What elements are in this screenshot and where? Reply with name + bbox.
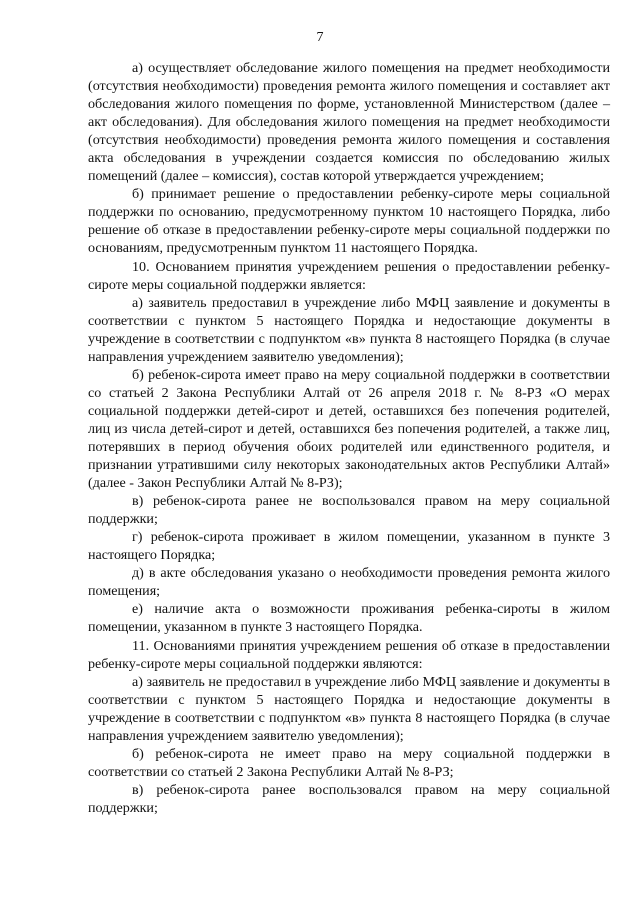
paragraph-9a: а) осуществляет обследование жилого помещения на предмет необходимости (отсутствия необходимости) проведения ремонта жилого помещения и составляет акт обследования жилого помещения по форме, установленной Министерством (далее – акт обследования). Для обследования жилого помещения на предмет необходимости (отсутствия необходимости) проведения ремонта жилого помещения и составления акта обследования в учреждении создается комиссия по обследованию жилых помещений (далее – комиссия), состав которой утверждается учреждением; <box>88 60 610 185</box>
paragraph-10-heading: 10. Основанием принятия учреждением решения о предоставлении ребенку-сироте меры социальной поддержки является: <box>88 258 610 293</box>
paragraph-11b: б) ребенок-сирота не имеет право на меру социальной поддержки в соответствии со статьей 2 Закона Республики Алтай № 8-РЗ; <box>88 745 610 780</box>
paragraph-9b: б) принимает решение о предоставлении ребенку-сироте меры социальной поддержки по основанию, предусмотренному пунктом 10 настоящего Порядка, либо решение об отказе в предоставлении ребенку-сироте меры социальной поддержки по основаниям, предусмотренным пунктом 11 настоящего Порядка. <box>88 186 610 257</box>
paragraph-11v: в) ребенок-сирота ранее воспользовался правом на меру социальной поддержки; <box>88 781 610 816</box>
paragraph-11a: а) заявитель не предоставил в учреждение либо МФЦ заявление и документы в соответствии с пунктом 5 настоящего Порядка и недостающие документы в учреждение в соответствии с подпунктом «в» пункта 8 настоящего Порядка (в случае направления учреждением заявителю уведомления); <box>88 673 610 744</box>
paragraph-10e: е) наличие акта о возможности проживания ребенка-сироты в жилом помещении, указанном в пункте 3 настоящего Порядка. <box>88 601 610 636</box>
document-body <box>88 59 610 817</box>
paragraph-10g: г) ребенок-сирота проживает в жилом помещении, указанном в пункте 3 настоящего Порядка; <box>88 529 610 564</box>
paragraph-10v: в) ребенок-сирота ранее не воспользовался правом на меру социальной поддержки; <box>88 493 610 528</box>
paragraph-10a: а) заявитель предоставил в учреждение либо МФЦ заявление и документы в соответствии с пунктом 5 настоящего Порядка и недостающие документы в учреждение в соответствии с подпунктом «в» пункта 8 настоящего Порядка (в случае направления учреждением заявителю уведомления); <box>88 294 610 365</box>
paragraph-10b: б) ребенок-сирота имеет право на меру социальной поддержки в соответствии со статьей 2 Закона Республики Алтай от 26 апреля 2018 г. № 8-РЗ «О мерах социальной поддержки детей-сирот и детей, оставшихся без попечения родителей, лиц из числа детей-сирот и детей, оставшихся без попечения родителей, а также лиц, потерявших в период обучения обоих родителей или единственного родителя, и признании утратившими силу некоторых законодательных актов Республики Алтай» (далее - Закон Республики Алтай № 8-РЗ); <box>88 366 610 492</box>
paragraph-10d: д) в акте обследования указано о необходимости проведения ремонта жилого помещения; <box>88 565 610 600</box>
paragraph-11-heading: 11. Основаниями принятия учреждением решения об отказе в предоставлении ребенку-сироте меры социальной поддержки являются: <box>88 637 610 672</box>
page-number: 7 <box>316 30 324 45</box>
